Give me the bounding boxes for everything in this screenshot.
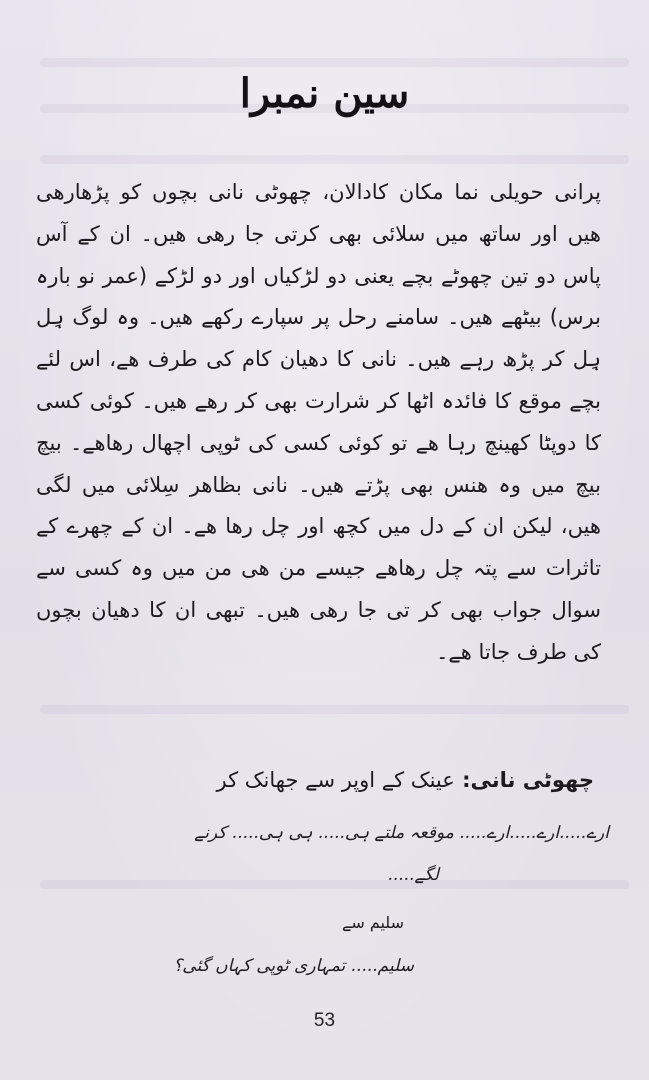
dialogue-line: سلیم..... تمہاری ٹوپی کہاں گئی؟ (173, 956, 414, 976)
bleed-through-line (40, 705, 629, 714)
dialogue-line-continuation: لگے..... (387, 865, 439, 885)
page-number: 53 (313, 1010, 336, 1031)
scene-title: سین نمبرا (239, 70, 410, 117)
bleed-through-line (40, 155, 629, 164)
dialogue-cue (217, 768, 595, 792)
bleed-through-line (40, 58, 629, 67)
dialogue-line: ارے.....ارے.....ارے..... موقعہ ملتے ہی..... ہی ہی..... کرنے (194, 823, 609, 843)
stage-direction: عینک کے اوپر سے جھانک کر (216, 768, 455, 792)
scene-description-paragraph: پرانی حویلی نما مکان کادالان، چھوٹی نانی بچوں کو پڑھارھی ھیں اور ساتھ میں سلائی بھی کرتی جا رھی ھیں۔ ان کے آس پاس دو تین چھوٹے بچے یعنی دو لڑکیاں اور دو لڑکے (عمر نو بارہ برس) بیٹھے ھیں۔ سامنے رحل پر سپارے رکھے ھیں۔ وہ لوگ ہِل ہِل کر پڑھ رہے ھیں۔ نانی کا دھیان کام کی طرف ھے، اس لئے بچے موقع کا فائدہ اٹھا کر شرارت بھی کر رھے ھیں۔ کوئی کسی کا دوپٹا کھینچ رہا ھے تو کوئی کسی کی ٹوپی اچھال رھاھے۔ بیچ بیچ میں وہ ھنس بھی پڑتے ھیں۔ نانی بظاھر سِلائی میں لگی ھیں، لیکن ان کے دل میں کچھ اور چل رھا ھے۔ ان کے چھرے کے تاثرات سے پتہ چل رھاھے جیسے من ھی من میں وہ کسی سے سوال جواب بھی کر تی جا رھی ھیں۔ تبھی ان کا دھیان بچوں کی طرف جاتا ھے۔ (36, 180, 601, 664)
bleed-through-line (40, 880, 629, 889)
stage-note: سلیم سے (341, 913, 404, 932)
speaker-name: چھوٹی نانی: (462, 768, 594, 792)
